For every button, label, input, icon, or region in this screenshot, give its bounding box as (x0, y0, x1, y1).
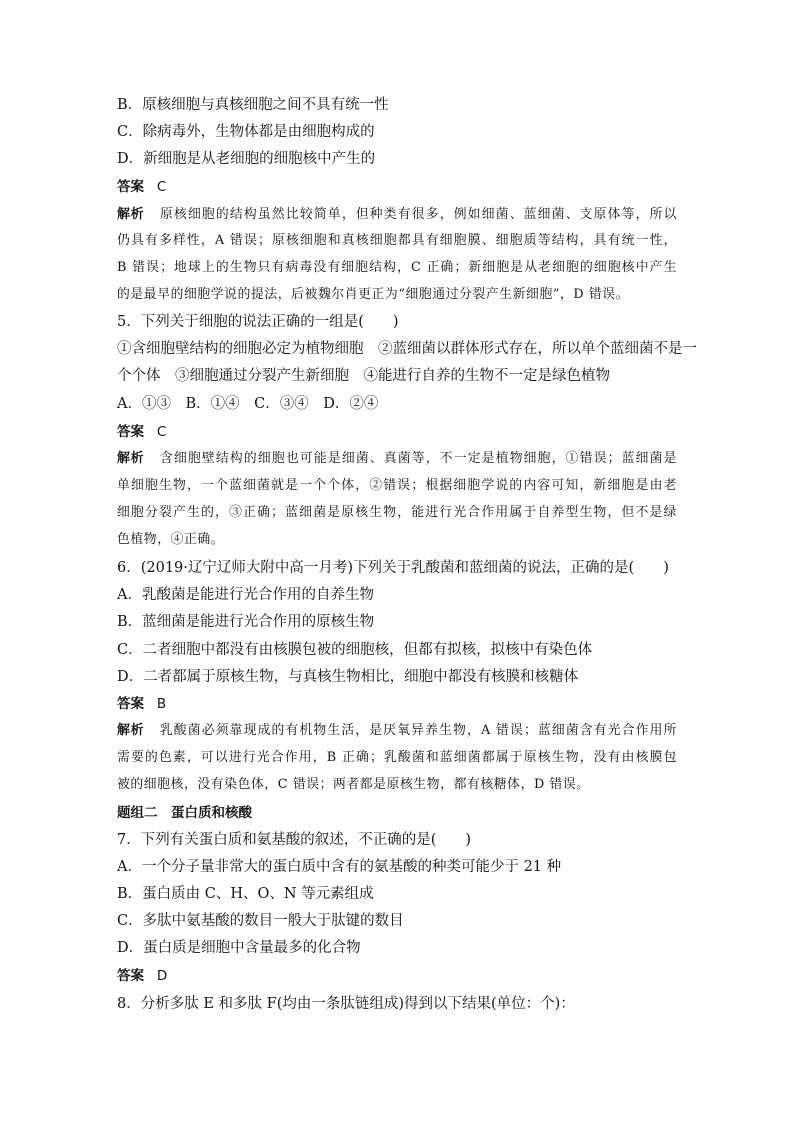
q4-explanation-line-2: 仍具有多样性，A 错误；原核细胞和真核细胞都具有细胞膜、细胞质等结构，具有统一性， (117, 233, 677, 248)
q6-answer (117, 694, 166, 714)
q4-option-b: B．原核细胞与真核细胞之间不具有统一性 (117, 97, 389, 113)
q7-stem: 7．下列有关蛋白质和氨基酸的叙述，不正确的是( ) (117, 832, 472, 848)
q7-answer (117, 966, 167, 986)
q7-option-a: A．一个分子量非常大的蛋白质中含有的氨基酸的种类可能少于 21 种 (117, 859, 562, 875)
q7-option-c: C．多肽中氨基酸的数目一般大于肽键的数目 (117, 913, 404, 929)
q4-option-d: D．新细胞是从老细胞的细胞核中产生的 (117, 151, 376, 167)
q5-options: A．①③ B．①④ C．③④ D．②④ (117, 396, 379, 412)
q4-explanation-line-3: B 错误；地球上的生物只有病毒没有细胞结构，C 正确；新细胞是从老细胞的细胞核中产生 (117, 260, 677, 275)
q5-explanation-line-3: 细胞分裂产生的，③正确；蓝细菌是原核生物，能进行光合作用属于自养型生物，但不是绿 (117, 505, 677, 520)
q5-explanation-line-1 (117, 449, 677, 469)
answer-label: 答案 (117, 696, 144, 712)
q5-stem: 5．下列关于细胞的说法正确的一组是( ) (117, 314, 399, 330)
q5-statement-line-1: ①含细胞壁结构的细胞必定为植物细胞 ②蓝细菌以群体形式存在，所以单个蓝细菌不是一 (117, 341, 697, 357)
q4-explanation-line-1 (117, 205, 677, 225)
answer-value: D (156, 968, 168, 984)
q6-explanation-line-3: 被的细胞核，没有染色体，C 错误；两者都是原核生物，都有核糖体，D 错误。 (117, 777, 590, 792)
explain-label: 解析 (117, 451, 145, 466)
q4-answer (117, 177, 166, 197)
answer-value: C (156, 424, 167, 440)
answer-label: 答案 (117, 179, 144, 195)
q4-explanation-line-4: 的是最早的细胞学说的提法，后被魏尔肖更正为“细胞通过分裂产生新细胞”，D 错误。 (117, 287, 630, 302)
q7-option-d: D．蛋白质是细胞中含量最多的化合物 (117, 940, 361, 956)
q4-option-c: C．除病毒外，生物体都是由细胞构成的 (117, 124, 375, 140)
q6-explanation-line-1 (117, 721, 677, 741)
explain-label: 解析 (117, 207, 145, 222)
q6-explanation-line-2: 需要的色素，可以进行光合作用，B 正确；乳酸菌和蓝细菌都属于原核生物，没有由核膜包 (117, 750, 677, 765)
q5-explanation-line-4: 色植物，④正确。 (117, 532, 225, 547)
q6-option-a: A．乳酸菌是能进行光合作用的自养生物 (117, 587, 374, 603)
explain-text: 乳酸菌必须靠现成的有机物生活，是厌氧异养生物，A 错误；蓝细菌含有光合作用所 (159, 723, 677, 738)
q8-stem: 8．分析多肽 E 和多肽 F(均由一条肽链组成)得到以下结果(单位：个)： (117, 996, 575, 1012)
q6-option-d: D．二者都属于原核生物，与真核生物相比，细胞中都没有核膜和核糖体 (117, 669, 579, 685)
answer-label: 答案 (117, 968, 144, 984)
explain-label: 解析 (117, 723, 145, 738)
q6-option-c: C．二者细胞中都没有由核膜包被的细胞核，但都有拟核，拟核中有染色体 (117, 642, 593, 658)
q7-option-b: B．蛋白质由 C、H、O、N 等元素组成 (117, 886, 374, 902)
answer-value: B (156, 696, 167, 712)
q6-option-b: B．蓝细菌是能进行光合作用的原核生物 (117, 614, 375, 630)
q6-stem: 6．(2019·辽宁辽师大附中高一月考)下列关于乳酸菌和蓝细菌的说法，正确的是( ) (117, 560, 669, 576)
explain-text: 原核细胞的结构虽然比较简单，但种类有很多，例如细菌、蓝细菌、支原体等，所以 (159, 207, 677, 222)
q5-answer (117, 422, 166, 442)
explain-text: 含细胞壁结构的细胞也可能是细菌、真菌等，不一定是植物细胞，①错误；蓝细菌是 (159, 451, 677, 466)
q5-statement-line-2: 个个体 ③细胞通过分裂产生新细胞 ④能进行自养的生物不一定是绿色植物 (117, 368, 610, 384)
answer-value: C (156, 179, 167, 195)
q5-explanation-line-2: 单细胞生物，一个蓝细菌就是一个个体，②错误；根据细胞学说的内容可知，新细胞是由老 (117, 478, 677, 493)
group-heading: 题组二 蛋白质和核酸 (117, 805, 252, 821)
answer-label: 答案 (117, 424, 144, 440)
